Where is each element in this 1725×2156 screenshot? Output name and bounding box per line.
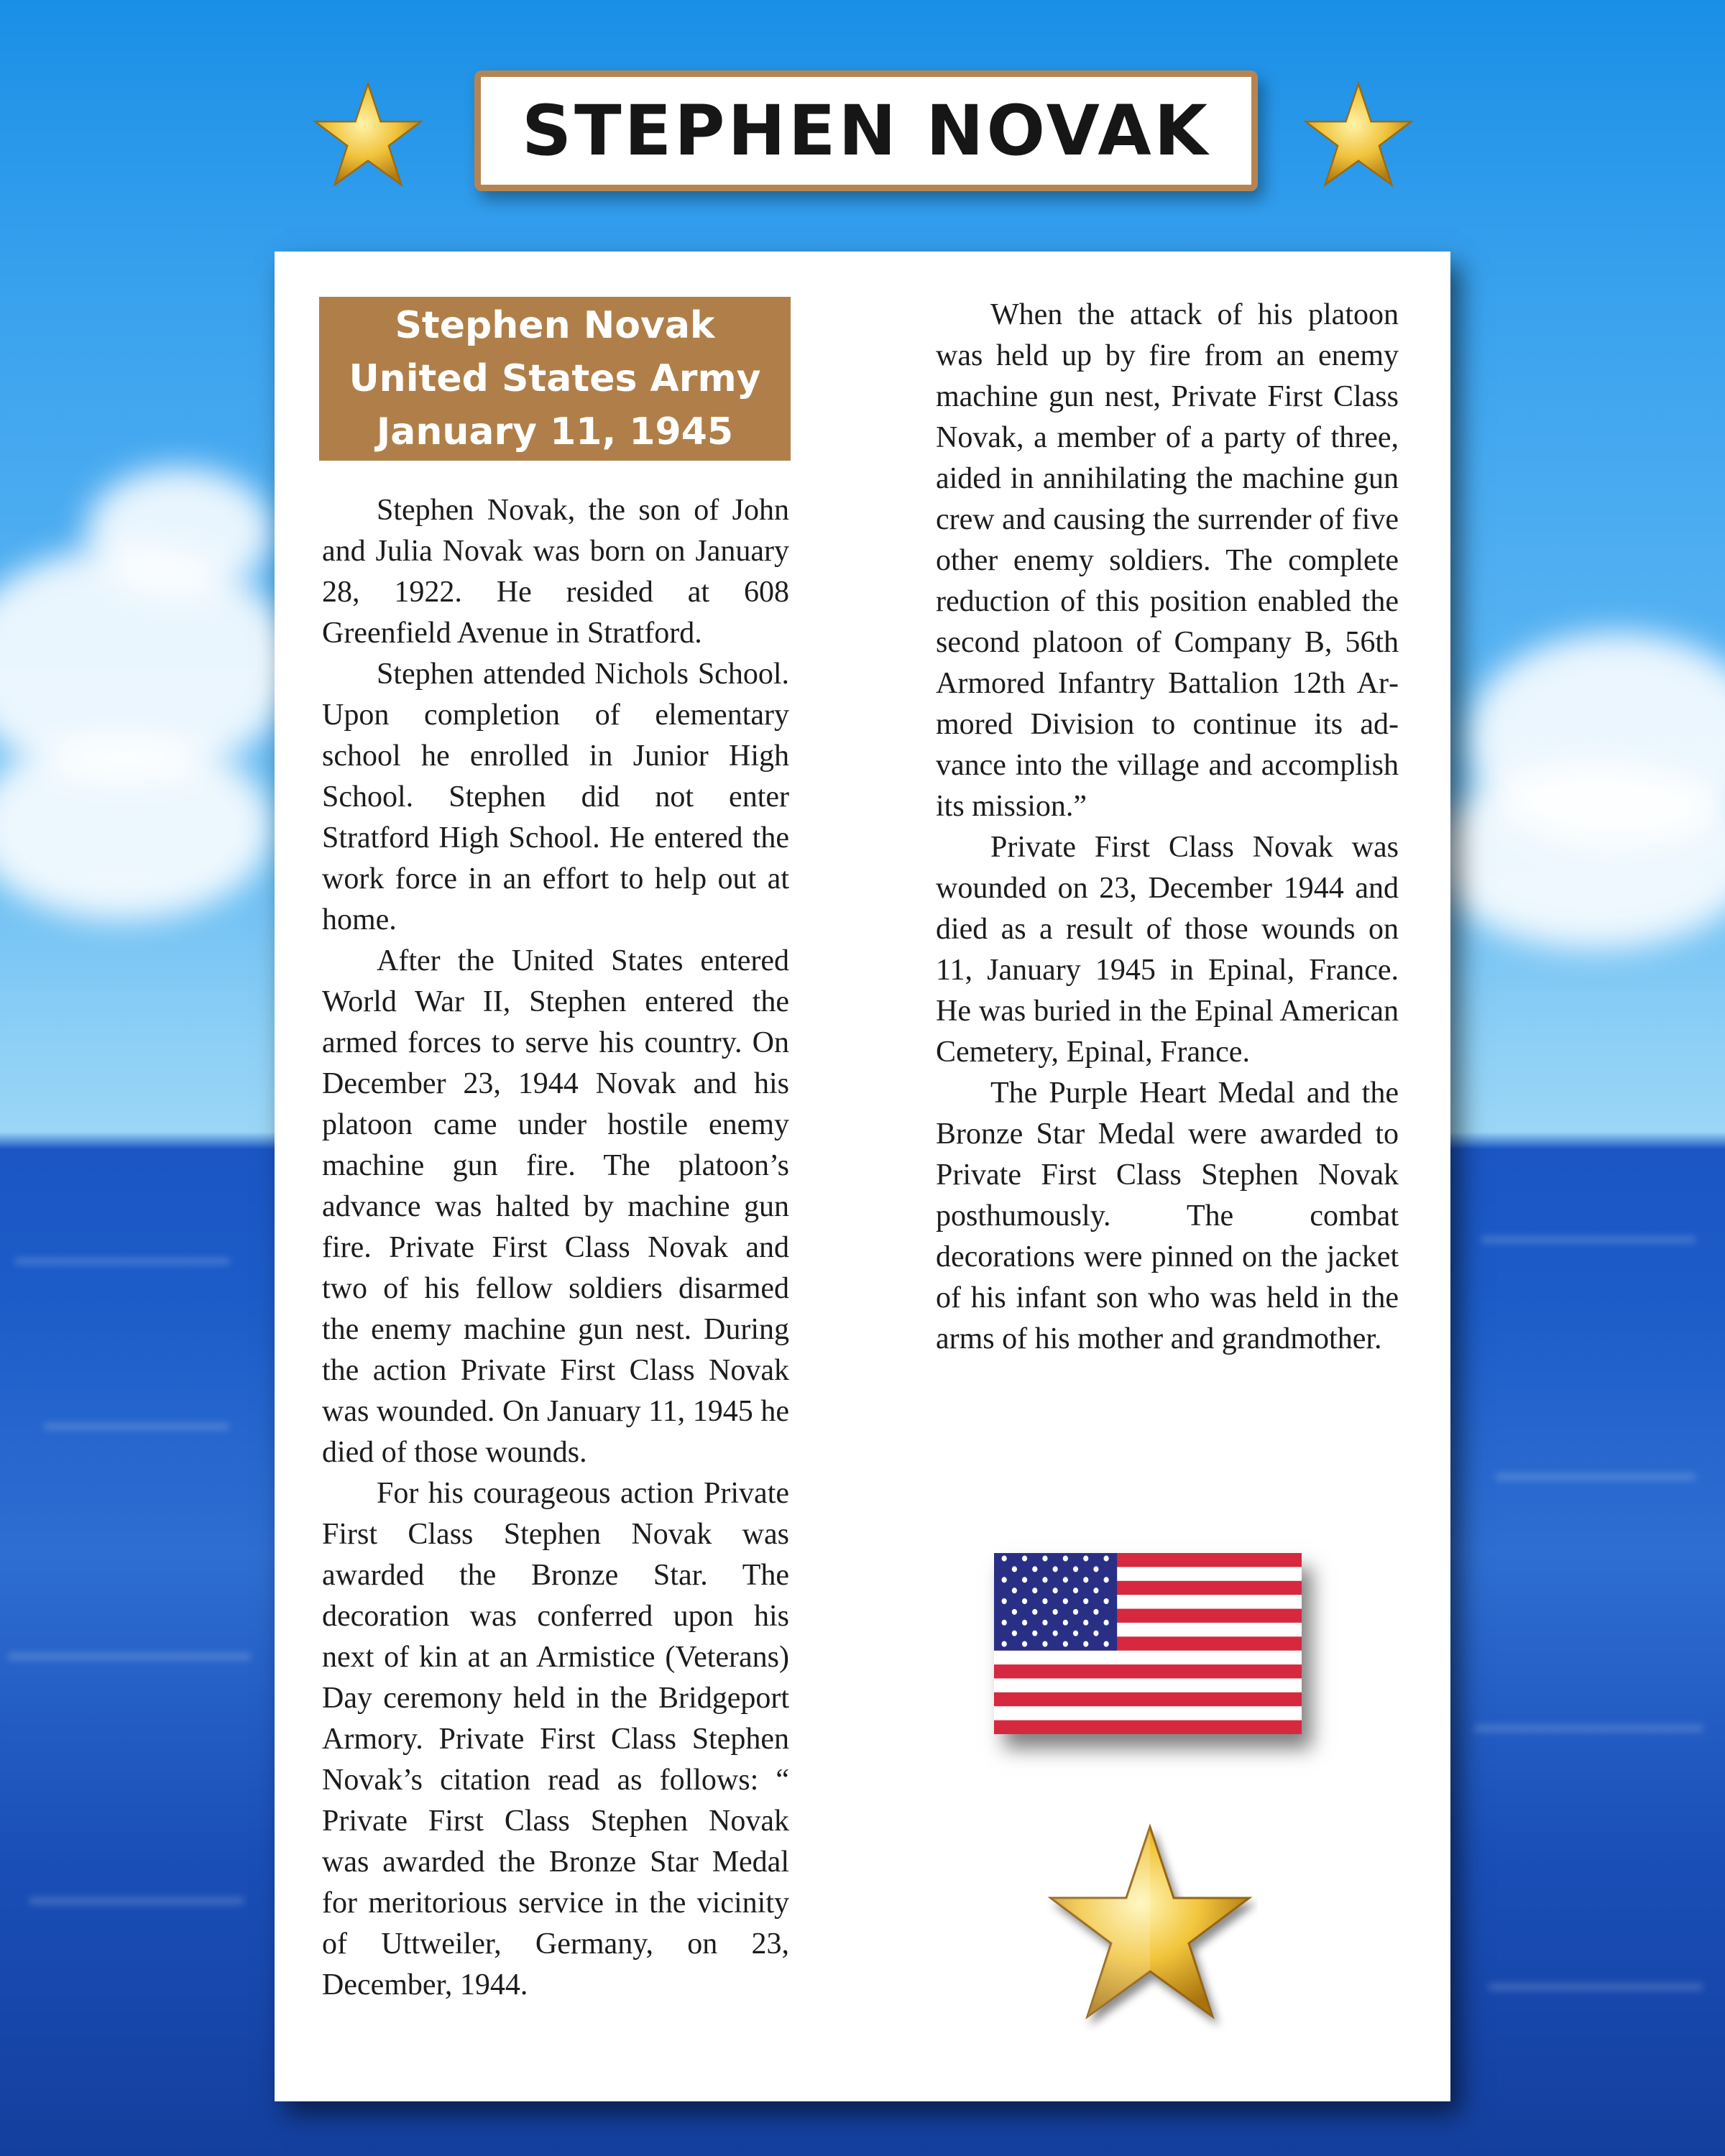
page-title: STEPHEN NOVAK xyxy=(521,91,1211,171)
flag-star xyxy=(1083,1577,1088,1583)
flag-star xyxy=(1022,1598,1027,1604)
us-flag-icon xyxy=(994,1553,1302,1734)
sea-wave xyxy=(1481,1236,1696,1243)
flag-star xyxy=(1042,1598,1047,1604)
flag-star xyxy=(1042,1577,1047,1583)
flag-star xyxy=(1104,1641,1109,1646)
flag-star xyxy=(1022,1556,1027,1562)
flag-star xyxy=(1083,1620,1088,1626)
flag-star xyxy=(1002,1556,1007,1562)
flag-star xyxy=(1002,1598,1007,1604)
flag-star xyxy=(1063,1556,1068,1562)
flag-star xyxy=(1032,1566,1037,1572)
flag-star xyxy=(1053,1588,1058,1593)
flag-star xyxy=(1032,1631,1037,1636)
flag-star xyxy=(1022,1577,1027,1583)
flag-star xyxy=(1083,1556,1088,1562)
article-left-column xyxy=(322,490,789,2006)
sea-wave xyxy=(1488,1984,1703,1991)
flag-star xyxy=(1104,1598,1109,1604)
flag-star xyxy=(1093,1631,1098,1636)
flag-star xyxy=(1012,1588,1017,1593)
article-right-column xyxy=(936,295,1399,1360)
flag-star xyxy=(1073,1588,1078,1593)
bronze-star-icon xyxy=(1042,1818,1258,2034)
paragraph: The Purple Heart Medal and the Bronze Star Medal were awarded to Private First Class Stephen Novak posthumously. The combat decorations were pinned on the jacket of his infant son who was held in the arms of his mother and grandmother. xyxy=(936,1077,1399,1355)
flag-star xyxy=(1073,1609,1078,1615)
sea-wave xyxy=(1495,1473,1696,1480)
flag-star xyxy=(1053,1631,1058,1636)
flag-star xyxy=(1073,1631,1078,1636)
header-branch: United States Army xyxy=(349,357,761,400)
paragraph: For his courageous action Private First Class Stephen Novak was awarded the Bronze Star. The decoration was conferred upon his next of kin at an Armistice (Veterans) Day ceremony held in the Bridgeport Armory. Private First Class Stephen Novak’s citation read as follows: “ Private First Class Stephen Novak was awarded the Bronze Star Medal for meritorious service in the vicinity of Uttweiler, Germany, on 23, December, 1944. xyxy=(322,1477,789,2001)
paragraph: Stephen attended Nichols School. Upon completion of elementary school he enrolled in Junior High School. Stephen did not enter Stratford High School. He entered the work force in an effort to help out at home. xyxy=(322,658,789,936)
flag-star xyxy=(1104,1577,1109,1583)
flag-star xyxy=(1063,1577,1068,1583)
flag-star xyxy=(1012,1566,1017,1572)
flag-star xyxy=(1104,1556,1109,1562)
flag-star xyxy=(1042,1620,1047,1626)
gold-star-icon xyxy=(310,79,426,194)
sea-wave xyxy=(7,1653,252,1660)
gold-star-icon xyxy=(1301,79,1416,194)
flag-star xyxy=(1022,1620,1027,1626)
flag-star xyxy=(1032,1588,1037,1593)
flag-star xyxy=(1104,1620,1109,1626)
sea-wave xyxy=(14,1258,230,1265)
paragraph: After the United States entered World War II, Stephen entered the armed forces to serve his country. On December 23, 1944 Novak and his platoon came under hostile enemy machine gun fire. The platoon’s advance was halted by machine gun fire. Private First Class Novak and two of his fellow soldiers disarmed the enemy machine gun nest. During the action Private First Class Novak was wounded. On January 11, 1945 he died of those wounds. xyxy=(322,944,789,1469)
flag-star xyxy=(1032,1609,1037,1615)
sea-wave xyxy=(29,1897,244,1904)
flag-star xyxy=(1002,1641,1007,1646)
paragraph: When the attack of his platoon was held up by fire from an enemy machine gun nest, Private First Class Novak, a member of a party of three, aided in annihilating the machine gun crew and causing the surrender of five other enemy soldiers. The complete reduction of this position enabled the second platoon of Company B, 56th Armored Infantry Battalion 12th Armored Division to continue its advance into the village and accomplish its mission.” xyxy=(936,298,1399,823)
flag-star xyxy=(1063,1598,1068,1604)
title-plaque xyxy=(474,70,1258,191)
flag-star xyxy=(1063,1620,1068,1626)
flag-star xyxy=(1042,1556,1047,1562)
flag-star xyxy=(1042,1641,1047,1646)
flag-star xyxy=(1012,1609,1017,1615)
paragraph: Private First Class Novak was wounded on 23, December 1944 and died as a result of those wounds on 11, January 1945 in Epinal, France. He was buried in the Epinal American Cemetery, Epinal, France. xyxy=(936,831,1399,1069)
flag-star xyxy=(1053,1609,1058,1615)
flag-star xyxy=(1063,1641,1068,1646)
flag-star xyxy=(1083,1598,1088,1604)
memorial-header-box xyxy=(319,297,791,461)
cloud-left-small xyxy=(86,467,273,596)
flag-star xyxy=(1093,1588,1098,1593)
flag-star xyxy=(1002,1577,1007,1583)
flag-star xyxy=(1073,1566,1078,1572)
flag-star xyxy=(1012,1631,1017,1636)
flag-star xyxy=(1002,1620,1007,1626)
flag-star xyxy=(1093,1566,1098,1572)
flag-star xyxy=(1083,1641,1088,1646)
header-name: Stephen Novak xyxy=(395,304,715,347)
paragraph: Stephen Novak, the son of John and Julia Novak was born on January 28, 1922. He resided at 608 Greenfield Avenue in Stratford. xyxy=(322,494,789,650)
flag-star xyxy=(1053,1566,1058,1572)
sea-wave xyxy=(43,1423,230,1430)
flag-star xyxy=(1093,1609,1098,1615)
flag-star xyxy=(1022,1641,1027,1646)
header-date: January 11, 1945 xyxy=(376,410,734,453)
sea-wave xyxy=(1473,1725,1703,1732)
